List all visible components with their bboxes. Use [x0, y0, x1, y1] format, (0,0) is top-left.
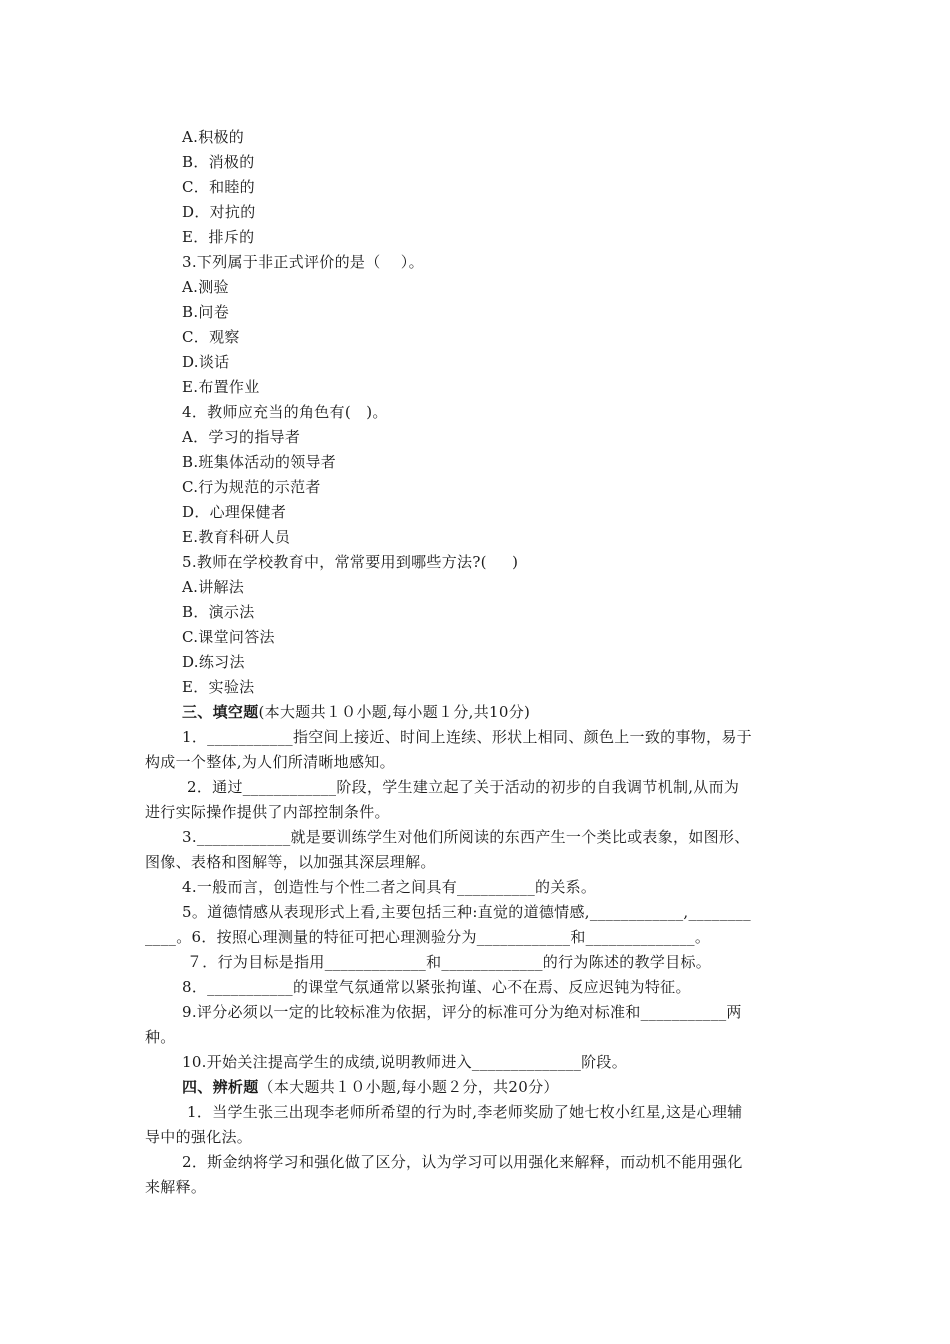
q3-option-c: C．观察 — [182, 328, 240, 346]
q2-option-a: A.积极的 — [182, 128, 245, 146]
q4-option-a: A．学习的指导者 — [182, 428, 301, 446]
fill-4: 4.一般而言，创造性与个性二者之间具有__________的关系。 — [182, 878, 597, 896]
fill-7: ７．行为目标是指用_____________和_____________的行为陈述的教学目标。 — [187, 953, 712, 971]
analysis-2-line-1: 2．斯金纳将学习和强化做了区分，认为学习可以用强化来解释，而动机不能用强化 — [182, 1153, 743, 1171]
q3-option-b: B.问卷 — [182, 303, 229, 321]
analysis-1-line-2: 导中的强化法。 — [145, 1128, 253, 1146]
section-4-note: （本大题共１０小题,每小题２分，共20分） — [258, 1078, 559, 1096]
q2-option-d: D．对抗的 — [182, 203, 256, 221]
fill-3-line-2: 图像、表格和图解等，以加强其深层理解。 — [145, 853, 436, 871]
q4-option-b: B.班集体活动的领导者 — [182, 453, 337, 471]
fill-9-line-2: 种。 — [145, 1028, 176, 1046]
fill-5-6-line-2: ____。6．按照心理测量的特征可把心理测验分为____________和______________。 — [145, 928, 711, 946]
fill-8: 8．___________的课堂气氛通常以紧张拘谨、心不在焉、反应迟钝为特征。 — [182, 978, 691, 996]
analysis-1-line-1: 1．当学生张三出现李老师所希望的行为时,李老师奖励了她七枚小红星,这是心理辅 — [187, 1103, 743, 1121]
fill-1-line-2: 构成一个整体,为人们所清晰地感知。 — [145, 753, 395, 771]
q3-stem: 3.下列属于非正式评价的是（ ）。 — [182, 253, 424, 271]
section-3-note: (本大题共１０小题,每小题１分,共10分) — [258, 703, 531, 721]
q2-option-c: C．和睦的 — [182, 178, 255, 196]
q5-option-a: A.讲解法 — [182, 578, 245, 596]
q5-option-d: D.练习法 — [182, 653, 245, 671]
section-4-title — [182, 1077, 559, 1097]
fill-1-line-1: 1．___________指空间上接近、时间上连续、形状上相同、颜色上一致的事物，易于 — [182, 728, 752, 746]
fill-5-line-1: 5。道德情感从表现形式上看,主要包括三种:直觉的道德情感,____________,________ — [182, 903, 751, 921]
section-3-title — [182, 702, 530, 722]
q4-option-d: D．心理保健者 — [182, 503, 287, 521]
q4-stem: 4．教师应充当的角色有( )。 — [182, 403, 388, 421]
analysis-2-line-2: 来解释。 — [145, 1178, 207, 1196]
q4-option-c: C.行为规范的示范者 — [182, 478, 321, 496]
section-3-heading: 三、填空题 — [182, 703, 259, 721]
fill-2-line-2: 进行实际操作提供了内部控制条件。 — [145, 803, 390, 821]
q3-option-e: E.布置作业 — [182, 378, 260, 396]
q4-option-e: E.教育科研人员 — [182, 528, 291, 546]
q2-option-e: E．排斥的 — [182, 228, 255, 246]
q3-option-d: D.谈话 — [182, 353, 230, 371]
q5-option-c: C.课堂问答法 — [182, 628, 275, 646]
q5-option-b: B．演示法 — [182, 603, 255, 621]
section-4-heading: 四、辨析题 — [182, 1078, 259, 1096]
q3-option-a: A.测验 — [182, 278, 229, 296]
q5-stem: 5.教师在学校教育中，常常要用到哪些方法?( ) — [182, 553, 519, 571]
fill-2-line-1: 2．通过____________阶段，学生建立起了关于活动的初步的自我调节机制,从而为 — [187, 778, 740, 796]
fill-3-line-1: 3.____________就是要训练学生对他们所阅读的东西产生一个类比或表象，如图形、 — [182, 828, 750, 846]
q5-option-e: E．实验法 — [182, 678, 255, 696]
fill-9-line-1: 9.评分必须以一定的比较标准为依据，评分的标准可分为绝对标准和___________两 — [182, 1003, 742, 1021]
q2-option-b: B．消极的 — [182, 153, 255, 171]
fill-10: 10.开始关注提高学生的成绩,说明教师进入______________阶段。 — [182, 1053, 628, 1071]
